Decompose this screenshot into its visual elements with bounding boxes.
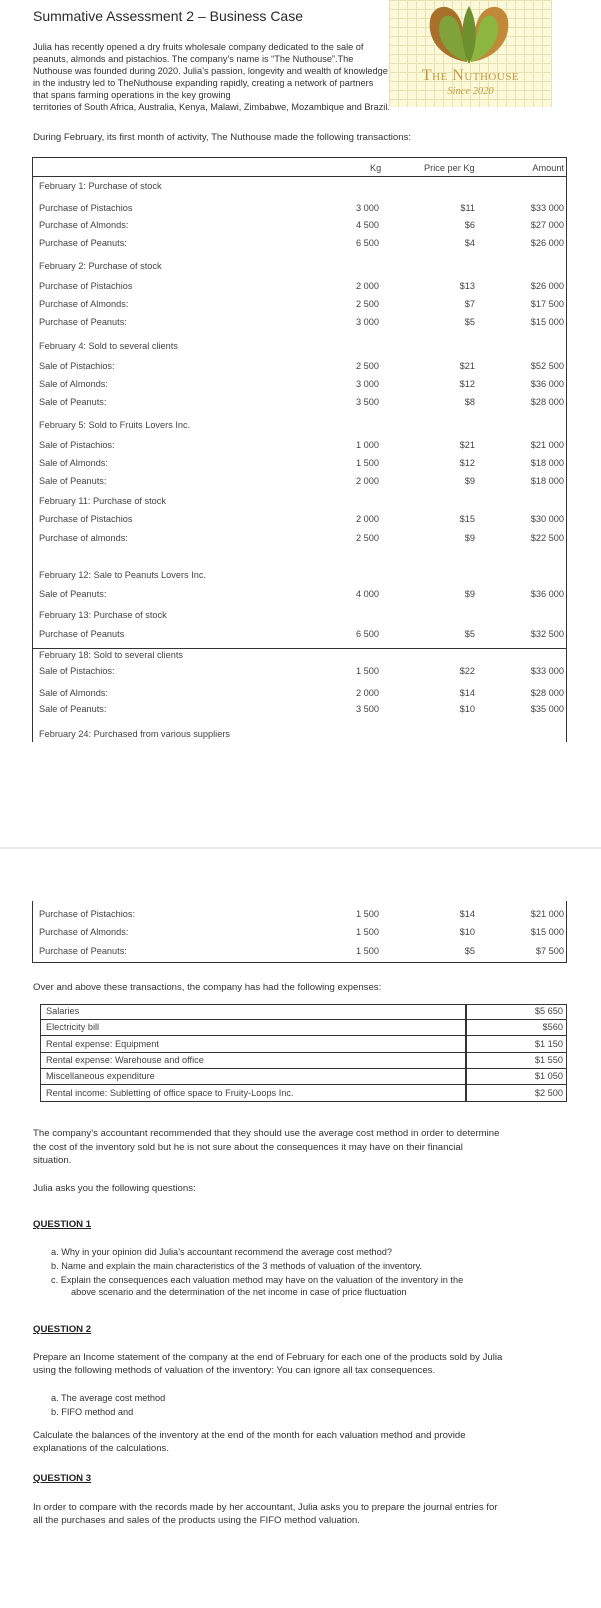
expense-amount: $1 150: [534, 1038, 563, 1049]
row-label: Purchase of Pistachios: [39, 514, 133, 524]
row-amount: $36 000: [530, 589, 564, 599]
expense-amount: $1 550: [534, 1054, 563, 1065]
expense-row: [40, 1069, 567, 1085]
row-amount: $7 500: [535, 946, 564, 956]
row-label: Purchase of Peanuts:: [39, 946, 127, 956]
row-amount: $15 000: [530, 927, 564, 937]
row-amount: $26 000: [530, 281, 564, 291]
row-amount: $18 000: [530, 476, 564, 486]
row-kg: 6 500: [356, 238, 379, 248]
row-label: Purchase of Peanuts: [39, 629, 125, 639]
expense-amount: $560: [542, 1022, 563, 1033]
question-1-item-b: b. Name and explain the main characteristics of the 3 methods of valuation of the inventory.: [51, 1261, 423, 1271]
logo-title: The Nuthouse: [421, 67, 520, 84]
row-label: February 1: Purchase of stock: [39, 181, 162, 191]
row-label: Purchase of almonds:: [39, 533, 128, 543]
intro-paragraph-continued: territories of South Africa, Australia, Kenya, Malawi, Zimbabwe, Mozambique and Brazil.: [33, 102, 390, 112]
row-amount: $21 000: [530, 440, 564, 450]
row-kg: 2 500: [356, 361, 379, 371]
row-kg: 1 500: [356, 458, 379, 468]
row-label: Sale of Almonds:: [39, 379, 108, 389]
intro-paragraph: Julia has recently opened a dry fruits wholesale company dedicated to the sale of peanuts, almonds and pistachios. The company’s name is “The Nuthouse”.The Nuthouse was founded during 2020. Julia’s passion, longevity and wealth of knowledge in the industry led to TheNuthouse expanding rapidly, creating a network of partners that spans farming operations in the key growing: [33, 42, 388, 100]
question-2-heading: QUESTION 2: [33, 1324, 92, 1335]
row-price: $12: [459, 458, 475, 468]
row-kg: 1 500: [356, 927, 379, 937]
row-price: $7: [464, 299, 475, 309]
row-kg: 1 500: [356, 909, 379, 919]
expense-row: [40, 1086, 567, 1102]
question-2-after: Calculate the balances of the inventory at the end of the month for each valuation method and provide explanations of the calculations.: [33, 1430, 466, 1454]
nuts-logo-icon: [389, 0, 552, 66]
expense-label: Salaries: [46, 1006, 80, 1016]
expenses-intro: Over and above these transactions, the company has had the following expenses:: [33, 982, 382, 993]
expense-amount: $2 500: [534, 1087, 563, 1098]
row-amount: $28 000: [530, 688, 564, 698]
row-price: $14: [459, 909, 475, 919]
row-label: February 11: Purchase of stock: [39, 496, 166, 506]
row-amount: $28 000: [530, 397, 564, 407]
row-price: $9: [464, 533, 475, 543]
table-top-border: [32, 157, 567, 158]
row-price: $15: [459, 514, 475, 524]
question-2-item-b: b. FIFO method and: [51, 1407, 134, 1417]
row-kg: 2 000: [356, 476, 379, 486]
row-price: $8: [464, 397, 475, 407]
row-amount: $36 000: [530, 379, 564, 389]
question-3-heading: QUESTION 3: [33, 1473, 92, 1484]
row-label: Sale of Peanuts:: [39, 704, 107, 714]
page-2: [0, 849, 601, 1608]
row-kg: 3 000: [356, 379, 379, 389]
row-amount: $21 000: [530, 909, 564, 919]
row-price: $5: [464, 629, 475, 639]
row-amount: $18 000: [530, 458, 564, 468]
question-3-text: In order to compare with the records made by her accountant, Julia asks you to prepare the journal entries for all the purchases and sales of the products using the FIFO method valuation.: [33, 1502, 498, 1526]
row-price: $10: [459, 927, 475, 937]
row-kg: 3 500: [356, 704, 379, 714]
expense-label: Electricity bill: [46, 1022, 100, 1033]
header-kg: Kg: [370, 163, 382, 173]
row-label: Purchase of Peanuts:: [39, 238, 127, 248]
question-1-item-c-cont: above scenario and the determination of the net income in case of price fluctuation: [71, 1287, 407, 1297]
julia-asks: Julia asks you the following questions:: [33, 1183, 196, 1194]
row-price: $9: [464, 589, 475, 599]
header-amount: Amount: [532, 163, 564, 173]
expense-row: [40, 1053, 567, 1069]
row-label: Purchase of Pistachios:: [39, 909, 136, 919]
header-price: Price per Kg: [424, 163, 475, 173]
row-kg: 4 000: [356, 589, 379, 599]
row-kg: 3 000: [356, 203, 379, 213]
row-label: Sale of Peanuts:: [39, 589, 107, 599]
row-amount: $30 000: [530, 514, 564, 524]
row-label: Purchase of Peanuts:: [39, 317, 127, 327]
row-price: $4: [464, 238, 475, 248]
question-2-item-a: a. The average cost method: [51, 1393, 166, 1403]
expense-label: Rental income: Subletting of office space to Fruity-Loops Inc.: [46, 1087, 294, 1098]
row-kg: 2 000: [356, 688, 379, 698]
row-amount: $33 000: [530, 666, 564, 676]
row-price: $5: [464, 946, 475, 956]
row-price: $12: [459, 379, 475, 389]
row-label: Purchase of Almonds:: [39, 220, 129, 230]
row-amount: $17 500: [530, 299, 564, 309]
row-label: February 5: Sold to Fruits Lovers Inc.: [39, 420, 191, 430]
row-amount: $33 000: [530, 203, 564, 213]
row-amount: $26 000: [530, 238, 564, 248]
row-label: February 18: Sold to several clients: [39, 650, 184, 660]
row-label: Purchase of Almonds:: [39, 927, 129, 937]
expense-label: Miscellaneous expenditure: [46, 1071, 155, 1082]
expense-row: [40, 1020, 567, 1036]
row-label: Purchase of Almonds:: [39, 299, 129, 309]
table-header-border: [32, 176, 567, 177]
row-kg: 3 000: [356, 317, 379, 327]
row-kg: 2 000: [356, 514, 379, 524]
row-label: Sale of Pistachios:: [39, 440, 115, 450]
row-price: $13: [459, 281, 475, 291]
row-label: February 4: Sold to several clients: [39, 341, 178, 351]
row-label: Sale of Pistachios:: [39, 666, 115, 676]
row-price: $14: [459, 688, 475, 698]
row-label: February 2: Purchase of stock: [39, 261, 162, 271]
row-amount: $15 000: [530, 317, 564, 327]
transactions-intro: During February, its first month of activity, The Nuthouse made the following transactions:: [33, 132, 412, 143]
row-amount: $32 500: [530, 629, 564, 639]
row-label: Sale of Almonds:: [39, 688, 108, 698]
accountant-paragraph: The company’s accountant recommended that they should use the average cost method in order to determine the cost of the inventory sold but he is not sure about the consequences it may have on their financial situation.: [33, 1128, 500, 1166]
row-label: February 12: Sale to Peanuts Lovers Inc.: [39, 570, 206, 580]
row-label: Sale of Almonds:: [39, 458, 108, 468]
row-price: $21: [459, 440, 475, 450]
expense-row: [40, 1004, 567, 1020]
row-label: Sale of Pistachios:: [39, 361, 115, 371]
question-2-text: Prepare an Income statement of the company at the end of February for each one of the products sold by Julia using the following methods of valuation of the inventory: You can ignore all tax consequences.: [33, 1352, 503, 1376]
row-kg: 2 000: [356, 281, 379, 291]
row-amount: $35 000: [530, 704, 564, 714]
document-title: Summative Assessment 2 – Business Case: [33, 8, 304, 24]
expense-amount: $5 650: [534, 1006, 563, 1016]
logo-subtitle: Since 2020: [447, 86, 494, 97]
row-kg: 1 500: [356, 666, 379, 676]
question-1-item-a: a. Why in your opinion did Julia’s accountant recommend the average cost method?: [51, 1247, 392, 1257]
row-label: February 13: Purchase of stock: [39, 610, 167, 620]
row-label: Sale of Peanuts:: [39, 397, 107, 407]
expense-row: [40, 1037, 567, 1053]
row-price: $22: [459, 666, 475, 676]
question-1-item-c: c. Explain the consequences each valuation method may have on the valuation of the inventory in the: [51, 1275, 464, 1285]
row-amount: $22 500: [530, 533, 564, 543]
row-kg: 2 500: [356, 533, 379, 543]
row-kg: 1 500: [356, 946, 379, 956]
table-row-border: [32, 648, 567, 649]
expense-label: Rental expense: Equipment: [46, 1038, 159, 1049]
row-kg: 1 000: [356, 440, 379, 450]
row-label: Purchase of Pistachios: [39, 281, 133, 291]
row-price: $21: [459, 361, 475, 371]
row-price: $10: [459, 704, 475, 714]
row-amount: $27 000: [530, 220, 564, 230]
row-label: Sale of Peanuts:: [39, 476, 107, 486]
row-amount: $52 500: [530, 361, 564, 371]
row-kg: 4 500: [356, 220, 379, 230]
row-price: $5: [464, 317, 475, 327]
nuthouse-logo: [389, 0, 552, 107]
expense-label: Rental expense: Warehouse and office: [46, 1054, 204, 1065]
row-price: $9: [464, 476, 475, 486]
row-price: $6: [464, 220, 475, 230]
expense-amount: $1 050: [534, 1071, 563, 1082]
row-price: $11: [460, 203, 475, 213]
row-kg: 6 500: [356, 629, 379, 639]
row-label: Purchase of Pistachios: [39, 203, 133, 213]
question-1-heading: QUESTION 1: [33, 1219, 92, 1230]
row-kg: 2 500: [356, 299, 379, 309]
row-kg: 3 500: [356, 397, 379, 407]
row-label: February 24: Purchased from various suppliers: [39, 729, 230, 739]
